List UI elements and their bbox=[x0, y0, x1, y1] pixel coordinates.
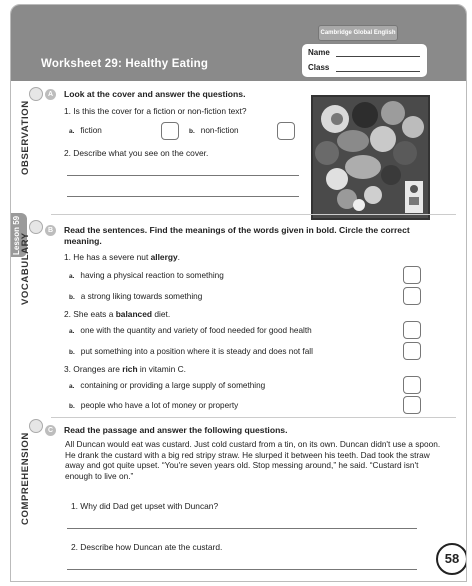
lesson-tab-label: Lesson 59 bbox=[12, 215, 21, 255]
worksheet-title: Worksheet 29: Healthy Eating bbox=[41, 58, 209, 70]
vocabulary-item-2: 2. She eats a balanced diet. bbox=[64, 309, 171, 319]
worksheet-page bbox=[10, 4, 467, 582]
worksheet-header bbox=[11, 5, 466, 81]
page-number: 58 bbox=[436, 543, 467, 575]
answer-box-3a[interactable] bbox=[403, 376, 421, 394]
comprehension-q1: 1. Why did Dad get upset with Duncan? bbox=[71, 501, 219, 511]
section-b-badge: B bbox=[45, 225, 56, 236]
vocabulary-item-3: 3. Oranges are rich in vitamin C. bbox=[64, 364, 186, 374]
option-fiction: a. fiction bbox=[69, 126, 102, 135]
observation-instruction: Look at the cover and answer the questions. bbox=[64, 89, 246, 99]
option-non-fiction: b. non-fiction bbox=[189, 126, 239, 135]
answer-line[interactable] bbox=[67, 569, 417, 570]
answer-box-1a[interactable] bbox=[403, 266, 421, 284]
answer-box-non-fiction[interactable] bbox=[277, 122, 295, 140]
observation-q1: 1. Is this the cover for a fiction or non-fiction text? bbox=[64, 106, 247, 116]
vocab-1-option-a: a. having a physical reaction to something bbox=[69, 271, 224, 280]
vocab-2-option-b: b. put something into a position where it is steady and does not fall bbox=[69, 347, 313, 356]
vocab-3-option-a: a. containing or providing a large supply of something bbox=[69, 381, 266, 390]
name-label: Name bbox=[308, 48, 330, 57]
vocabulary-side-label: VOCABULARY bbox=[20, 232, 31, 305]
vocabulary-item-1: 1. He has a severe nut allergy. bbox=[64, 252, 180, 262]
vocabulary-instruction: Read the sentences. Find the meanings of the words given in bold. Circle the correct meaning. bbox=[64, 225, 410, 246]
answer-box-3b[interactable] bbox=[403, 396, 421, 414]
mascot-icon bbox=[29, 419, 43, 433]
section-a-badge: A bbox=[45, 89, 56, 100]
section-c-badge: C bbox=[45, 425, 56, 436]
answer-box-1b[interactable] bbox=[403, 287, 421, 305]
mascot-icon bbox=[29, 220, 43, 234]
comprehension-side-label: COMPREHENSION bbox=[20, 432, 31, 525]
comprehension-instruction: Read the passage and answer the following questions. bbox=[64, 425, 288, 435]
section-divider bbox=[51, 214, 456, 215]
observation-q2: 2. Describe what you see on the cover. bbox=[64, 148, 209, 158]
vocab-3-option-b: b. people who have a lot of money or property bbox=[69, 401, 239, 410]
book-cover-image bbox=[311, 95, 430, 220]
answer-line[interactable] bbox=[67, 196, 299, 197]
section-divider bbox=[51, 417, 456, 418]
name-field[interactable] bbox=[336, 56, 420, 57]
comprehension-q2: 2. Describe how Duncan ate the custard. bbox=[71, 542, 223, 552]
publisher-logo: Cambridge Global English bbox=[318, 25, 398, 41]
answer-box-fiction[interactable] bbox=[161, 122, 179, 140]
vocab-2-option-a: a. one with the quantity and variety of food needed for good health bbox=[69, 326, 312, 335]
answer-line[interactable] bbox=[67, 528, 417, 529]
mascot-icon bbox=[29, 87, 43, 101]
class-field[interactable] bbox=[336, 71, 420, 72]
observation-side-label: OBSERVATION bbox=[20, 100, 31, 175]
vocab-1-option-b: b. a strong liking towards something bbox=[69, 292, 203, 301]
name-class-box bbox=[301, 43, 428, 78]
reading-passage: All Duncan would eat was custard. Just cold custard from a tin, on its own. Duncan didn't use a spoon. He drank the custard with a big red stripy straw. He slurped it between his teeth. Dad took the straw away and got quite upset. “You're seven years old. Stop messing around,” he said. “Custard isn't enough to live on.” bbox=[65, 439, 441, 481]
answer-box-2a[interactable] bbox=[403, 321, 421, 339]
answer-box-2b[interactable] bbox=[403, 342, 421, 360]
answer-line[interactable] bbox=[67, 175, 299, 176]
class-label: Class bbox=[308, 63, 330, 72]
food-illustration bbox=[313, 97, 428, 218]
